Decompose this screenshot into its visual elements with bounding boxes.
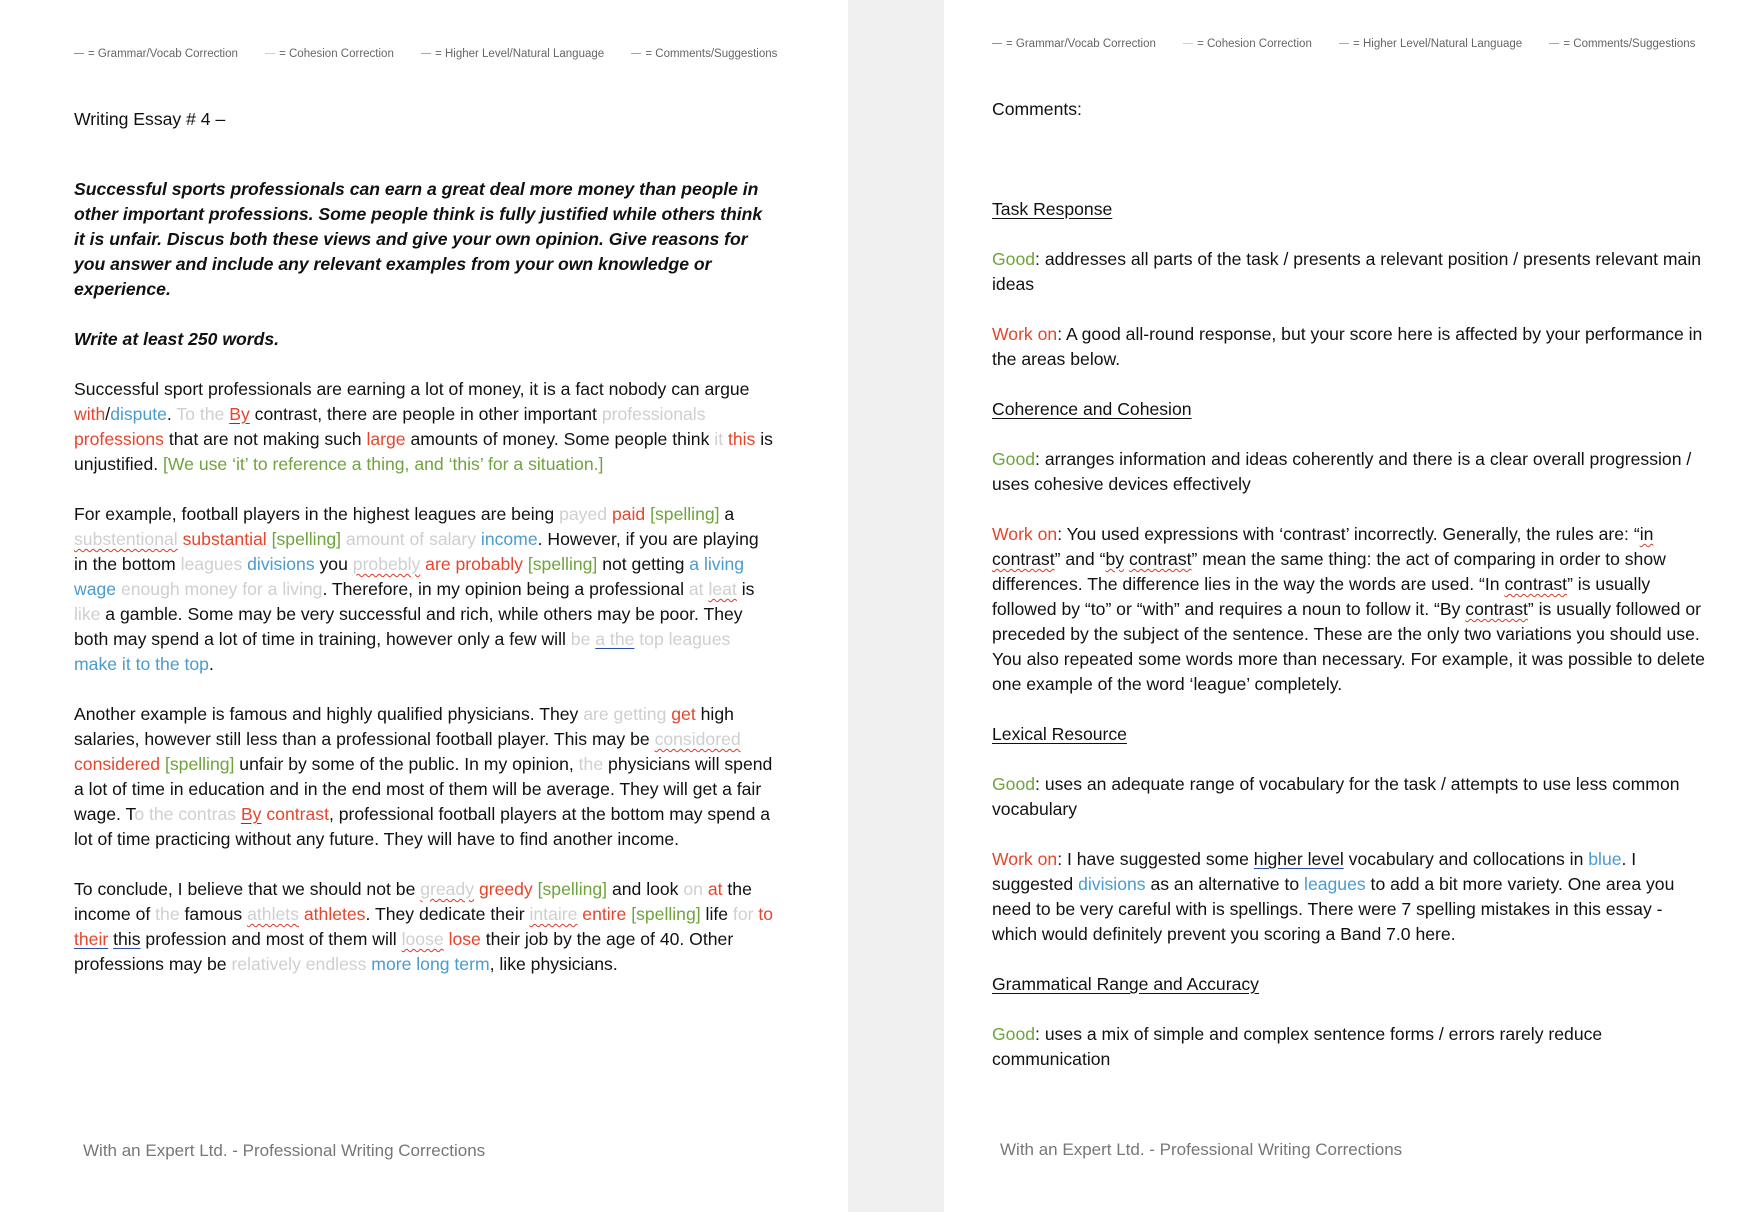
deleted-text: To the <box>176 404 225 424</box>
text: by <box>1105 549 1125 569</box>
good-label: Good <box>992 774 1036 794</box>
red-dash-icon <box>992 43 1002 44</box>
deleted-text: payed <box>559 504 608 524</box>
legend-grammar-label: = Grammar/Vocab Correction <box>1006 38 1156 50</box>
suggestion-blue: blue <box>1588 849 1622 869</box>
yellow-dash-icon <box>1183 43 1193 44</box>
text: is unjustified. <box>74 429 773 474</box>
deleted-text: gready <box>420 879 475 899</box>
text: contrast <box>992 549 1055 569</box>
page-footer: With an Expert Ltd. - Professional Writing Corrections <box>83 1141 486 1160</box>
text: : I have suggested some <box>1057 849 1254 869</box>
essay-paragraph-3 <box>74 702 774 852</box>
correction-red: considered <box>74 754 161 774</box>
text: that are not making such <box>163 429 367 449</box>
comment-green: [spelling] <box>164 754 235 774</box>
coherence-work <box>992 522 1712 697</box>
text: : uses an adequate range of vocabulary for the task / attempts to use less common vocabulary <box>992 774 1680 819</box>
legend-higher <box>1339 38 1522 50</box>
text: : uses a mix of simple and complex sentence forms / errors rarely reduce communication <box>992 1024 1603 1069</box>
text: and look <box>607 879 684 899</box>
correction-red: to <box>758 904 774 924</box>
red-dash-icon <box>74 53 84 54</box>
text: : You used expressions with ‘contrast’ incorrectly. Generally, the rules are: “ <box>1057 524 1640 544</box>
correction-red: get <box>671 704 696 724</box>
text: this <box>113 929 141 949</box>
text: : addresses all parts of the task / presents a relevant position / presents relevant main ideas <box>992 249 1702 294</box>
correction-red: are probably <box>425 554 523 574</box>
deleted-text: the <box>578 754 604 774</box>
text: famous <box>179 904 248 924</box>
deleted-text: athlets <box>247 904 299 924</box>
text: ” is usually followed by “to” or “with” and requires a noun to follow it. “By <box>992 574 1651 619</box>
text: contrast <box>1128 549 1192 569</box>
good-label: Good <box>992 1024 1036 1044</box>
text: ” and “ <box>1054 549 1106 569</box>
text: . <box>208 654 214 674</box>
suggestion-blue: dispute <box>110 404 167 424</box>
deleted-text: leat <box>708 579 737 599</box>
essay-paragraph-1 <box>74 377 774 477</box>
deleted-text: substentional <box>74 529 178 549</box>
text: is <box>736 579 755 599</box>
text: contrast <box>1504 574 1568 594</box>
comment-green: [spelling] <box>271 529 342 549</box>
deleted-text: relatively endless <box>231 954 367 974</box>
text: to add a bit more variety. One area you need to be very careful with is spellings. There were 7 spelling mistakes in this essay - which would definitely prevent you scoring a Band 7.0 here. <box>992 874 1675 944</box>
text: . They dedicate <box>365 904 491 924</box>
legend-higher-label: = Higher Level/Natural Language <box>1353 38 1523 50</box>
comment-green: [spelling] <box>527 554 598 574</box>
text: their <box>490 904 530 924</box>
essay-content <box>74 107 774 1002</box>
task-good <box>992 247 1712 297</box>
legend-higher <box>421 48 604 60</box>
legend-comments <box>1549 38 1695 50</box>
section-title-lexical: Lexical Resource <box>992 724 1127 744</box>
work-on-label: Work on <box>992 524 1058 544</box>
text: ” is usually followed or preceded by the subject of the sentence. These are the only two variations you should use. You also repeated some words more than necessary. For example, it was possible to delete one example of the word ‘league’ completely. <box>992 599 1705 694</box>
correction-red: greedy <box>478 879 533 899</box>
essay-title: Writing Essay # 4 – <box>74 109 226 129</box>
essay-paragraph-2 <box>74 502 774 677</box>
text: as an alternative to <box>1145 874 1305 894</box>
comments-heading: Comments: <box>992 99 1082 119</box>
deleted-text: professionals <box>601 404 706 424</box>
text: the income of <box>74 879 752 924</box>
deleted-text: amount of salary <box>345 529 477 549</box>
legend-cohesion-label: = Cohesion Correction <box>279 48 394 60</box>
suggestion-blue: divisions <box>1078 874 1146 894</box>
text: not getting <box>597 554 690 574</box>
color-legend <box>74 48 801 60</box>
text: vocabulary and collocations in <box>1343 849 1589 869</box>
deleted-text: are getting <box>583 704 667 724</box>
legend-grammar <box>992 38 1156 50</box>
green-dash-icon <box>1549 43 1559 44</box>
suggestion-blue: leagues <box>1304 874 1366 894</box>
deleted-text: like <box>74 604 101 624</box>
correction-red: large <box>366 429 406 449</box>
text: . <box>166 404 177 424</box>
text: life <box>700 904 733 924</box>
deleted-text: intaire <box>529 904 578 924</box>
deleted-text: be <box>570 629 591 649</box>
section-title-coherence: Coherence and Cohesion <box>992 399 1192 419</box>
correction-red: athletes <box>303 904 366 924</box>
text: contrast <box>1465 599 1528 619</box>
text: : arranges information and ideas coherently and there is a clear overall progression / uses cohesive devices effectively <box>992 449 1692 494</box>
comment-green: [spelling] <box>650 504 720 524</box>
good-label: Good <box>992 249 1036 269</box>
text: higher level <box>1253 849 1344 869</box>
correction-red: By <box>229 404 250 424</box>
text: To conclude, I believe that we should not be <box>74 879 421 899</box>
correction-red: By <box>240 804 262 824</box>
legend-grammar-label: = Grammar/Vocab Correction <box>88 48 238 60</box>
comments-content <box>992 97 1712 1097</box>
legend-comments-label: = Comments/Suggestions <box>645 48 778 60</box>
essay-page <box>0 0 848 1212</box>
legend-higher-label: = Higher Level/Natural Language <box>435 48 605 60</box>
correction-red: professions <box>74 429 164 449</box>
text: high salaries, however still less than a professional football player. This may be <box>74 704 734 749</box>
text: unfair by some of the public. In my opinion, <box>234 754 579 774</box>
text: Successful sport professionals are earning a lot of money, it is a fact nobody can argue <box>74 379 750 399</box>
deleted-text: a the <box>595 629 635 649</box>
suggestion-blue: a living wage <box>74 554 745 599</box>
legend-cohesion <box>1183 38 1312 50</box>
blue-dash-icon <box>421 53 431 54</box>
text: , like physicians. <box>489 954 618 974</box>
text: ” mean the same thing: the act of comparing in order to show differences. The difference lies in the way the words are used. “In <box>992 549 1666 594</box>
deleted-text: it <box>714 429 724 449</box>
section-title-task: Task Response <box>992 199 1113 219</box>
comment-green: [spelling] <box>631 904 701 924</box>
word-requirement: Write at least 250 words. <box>74 329 280 349</box>
legend-grammar <box>74 48 238 60</box>
correction-red: at <box>707 879 723 899</box>
text: / <box>105 404 111 424</box>
deleted-text: probebly <box>352 554 421 574</box>
yellow-dash-icon <box>265 53 275 54</box>
deleted-text: enough money for a living <box>120 579 323 599</box>
text: . I suggested <box>992 849 1637 894</box>
deleted-text: loose <box>401 929 444 949</box>
comment-green: [We use ‘it’ to reference a thing, and ‘this’ for a situation.] <box>163 454 604 474</box>
text: you <box>314 554 353 574</box>
correction-red: their <box>74 929 109 949</box>
coherence-good <box>992 447 1712 497</box>
suggestion-blue: divisions <box>247 554 315 574</box>
task-work <box>992 322 1712 372</box>
essay-prompt: Successful sports professionals can earn a great deal more money than people in other important professions. Some people think is fully justified while others think it is unfair. Discus both these views and give your own opinion. Give reasons for you answer and include any relevant examples from your own knowledge or experience. <box>74 179 763 299</box>
color-legend <box>992 38 1719 50</box>
deleted-text: o the contras <box>134 804 237 824</box>
correction-red: substantial <box>182 529 267 549</box>
grammar-good <box>992 1022 1712 1072</box>
correction-red: this <box>727 429 756 449</box>
text: their job by the age of 40. Other professions may be <box>74 929 734 974</box>
blue-dash-icon <box>1339 43 1349 44</box>
text: For example, football players in the highest leagues are being <box>74 504 560 524</box>
correction-red: entire <box>582 904 627 924</box>
text: in <box>1639 524 1654 544</box>
deleted-text: at <box>688 579 704 599</box>
text: a gamble. Some may be very successful and rich, while others may be poor. They both may spend a lot of time in training, however only a few will <box>74 604 743 649</box>
comment-green: [spelling] <box>537 879 608 899</box>
deleted-text: leagues <box>180 554 243 574</box>
lexical-work <box>992 847 1712 947</box>
legend-cohesion <box>265 48 394 60</box>
correction-red: with <box>74 404 106 424</box>
lexical-good <box>992 772 1712 822</box>
work-on-label: Work on <box>992 324 1058 344</box>
work-on-label: Work on <box>992 849 1058 869</box>
suggestion-blue: more long term <box>371 954 490 974</box>
green-dash-icon <box>631 53 641 54</box>
text: Another example is famous and highly qualified physicians. They <box>74 704 584 724</box>
correction-red: lose <box>448 929 481 949</box>
text: contrast, there are people in other important <box>249 404 602 424</box>
deleted-text: the <box>155 904 180 924</box>
text: . However, if you are playing in the bottom <box>74 529 759 574</box>
deleted-text: considored <box>654 729 741 749</box>
suggestion-blue: make it to the top <box>74 654 209 674</box>
text: : A good all-round response, but your score here is affected by your performance in the areas below. <box>992 324 1703 369</box>
text: physicians will spend a lot of time in education and in the end most of them will be average. They will get a fair wage. T <box>74 754 773 824</box>
suggestion-blue: income <box>480 529 538 549</box>
comments-page <box>944 0 1750 1212</box>
section-title-grammar: Grammatical Range and Accuracy <box>992 974 1259 994</box>
deleted-text: top leagues <box>639 629 731 649</box>
text: , professional football players at the bottom may spend a lot of time practicing without any future. They will have to find another income. <box>74 804 771 849</box>
legend-comments-label: = Comments/Suggestions <box>1563 38 1696 50</box>
text: amounts of money. Some people think <box>405 429 715 449</box>
legend-comments <box>631 48 777 60</box>
correction-red: contrast <box>261 804 329 824</box>
text: profession and most of them will <box>140 929 402 949</box>
text: . Therefore, in my opinion being a professional <box>322 579 689 599</box>
page-footer: With an Expert Ltd. - Professional Writing Corrections <box>1000 1140 1403 1159</box>
essay-paragraph-4 <box>74 877 774 977</box>
text: a <box>719 504 735 524</box>
deleted-text: for <box>732 904 754 924</box>
legend-cohesion-label: = Cohesion Correction <box>1197 38 1312 50</box>
correction-red: paid <box>611 504 646 524</box>
good-label: Good <box>992 449 1036 469</box>
deleted-text: on <box>683 879 703 899</box>
